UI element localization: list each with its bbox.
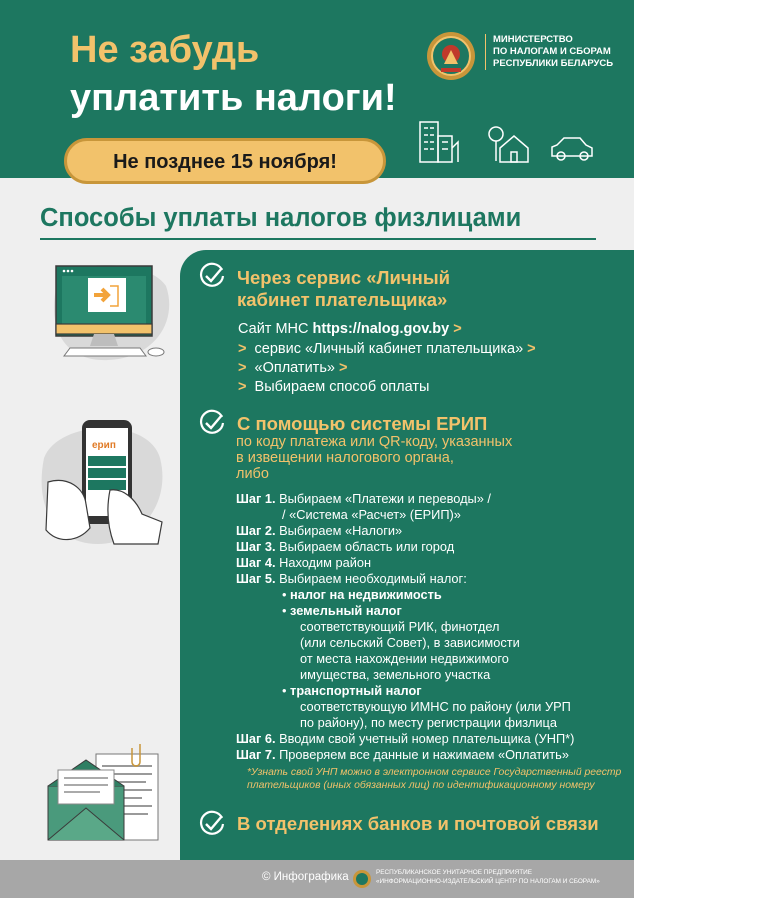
computer-illustration	[38, 262, 172, 364]
envelope-illustration	[40, 740, 174, 844]
check-circle-icon	[198, 810, 226, 838]
erip-logo-text: ерип	[92, 440, 116, 451]
section3-title: В отделениях банков и почтовой связи	[237, 813, 599, 834]
property-icons	[414, 118, 604, 166]
deadline-text: Не позднее 15 ноября!	[113, 151, 337, 173]
step-7: Шаг 7. Проверяем все данные и нажимаем «Оплатить»	[236, 747, 569, 762]
title-line1: Не забудь	[70, 29, 260, 71]
section1-site-line: Сайт МНС https://nalog.gov.by >	[238, 321, 462, 337]
site-url-link[interactable]: https://nalog.gov.by	[312, 321, 450, 337]
bullet-transport-tax: • транспортный налог	[282, 683, 422, 698]
section1-line4: > Выбираем способ оплаты	[238, 379, 430, 395]
footer-publisher: РЕСПУБЛИКАНСКОЕ УНИТАРНОЕ ПРЕДПРИЯТИЕ «ИНФОРМАЦИОННО-ИЗДАТЕЛЬСКИЙ ЦЕНТР ПО НАЛОГАМ И СБОРАМ»	[376, 869, 600, 885]
ministry-block	[425, 26, 625, 86]
deadline-badge	[64, 138, 386, 184]
bullet-property-tax: • налог на недвижимость	[282, 587, 442, 602]
land-tax-detail-1: соответствующий РИК, финотдел	[300, 619, 500, 634]
land-tax-detail-4: имущества, земельного участка	[300, 667, 491, 682]
page-heading: Способы уплаты налогов физлицами	[40, 204, 522, 232]
heading-underline	[40, 238, 596, 240]
check-circle-icon	[198, 262, 226, 290]
section2-subtitle: по коду платежа или QR-коду, указанных в извещении налогового органа, либо	[236, 434, 513, 482]
section1-line3: > «Оплатить» >	[238, 360, 348, 376]
title-line2: уплатить налоги!	[70, 77, 397, 119]
section2-title: С помощью системы ЕРИП	[237, 413, 488, 434]
transport-tax-detail-1: соответствующую ИМНС по району (или УРП	[300, 699, 571, 714]
car-icon	[552, 138, 592, 160]
footer	[0, 860, 634, 898]
ministry-emblem-icon	[425, 30, 477, 82]
step-6: Шаг 6. Вводим свой учетный номер плательщика (УНП*)	[236, 731, 575, 746]
step-4: Шаг 4. Находим район	[236, 555, 372, 570]
land-tax-detail-2: (или сельский Совет), в зависимости	[300, 635, 520, 650]
building-icon	[420, 122, 458, 162]
bullet-land-tax: • земельный налог	[282, 603, 402, 618]
step-2: Шаг 2. Выбираем «Налоги»	[236, 523, 403, 538]
footnote: *Узнать свой УНП можно в электронном сервисе Государственный реестр плательщиков (иных обязанных лиц) по идентификационному номеру	[247, 767, 622, 791]
publisher-emblem-icon	[352, 869, 372, 889]
step-1-cont: / «Система «Расчет» (ЕРИП)»	[282, 507, 461, 522]
phone-hand-illustration	[38, 418, 172, 550]
footer-infographic: © Инфографика	[262, 871, 349, 883]
step-1: Шаг 1. Выбираем «Платежи и переводы» /	[236, 491, 491, 506]
check-circle-icon	[198, 409, 226, 437]
transport-tax-detail-2: по району), по месту регистрации физлица	[300, 715, 557, 730]
ministry-name: МИНИСТЕРСТВО ПО НАЛОГАМ И СБОРАМ РЕСПУБЛИКИ БЕЛАРУСЬ	[485, 34, 633, 70]
section1-title: Через сервис «Личный кабинет плательщика»	[237, 267, 450, 310]
step-3: Шаг 3. Выбираем область или город	[236, 539, 455, 554]
house-icon	[489, 127, 528, 162]
section1-line2: > сервис «Личный кабинет плательщика» >	[238, 341, 536, 357]
step-5: Шаг 5. Выбираем необходимый налог:	[236, 571, 467, 586]
land-tax-detail-3: от места нахождении недвижимого	[300, 651, 509, 666]
